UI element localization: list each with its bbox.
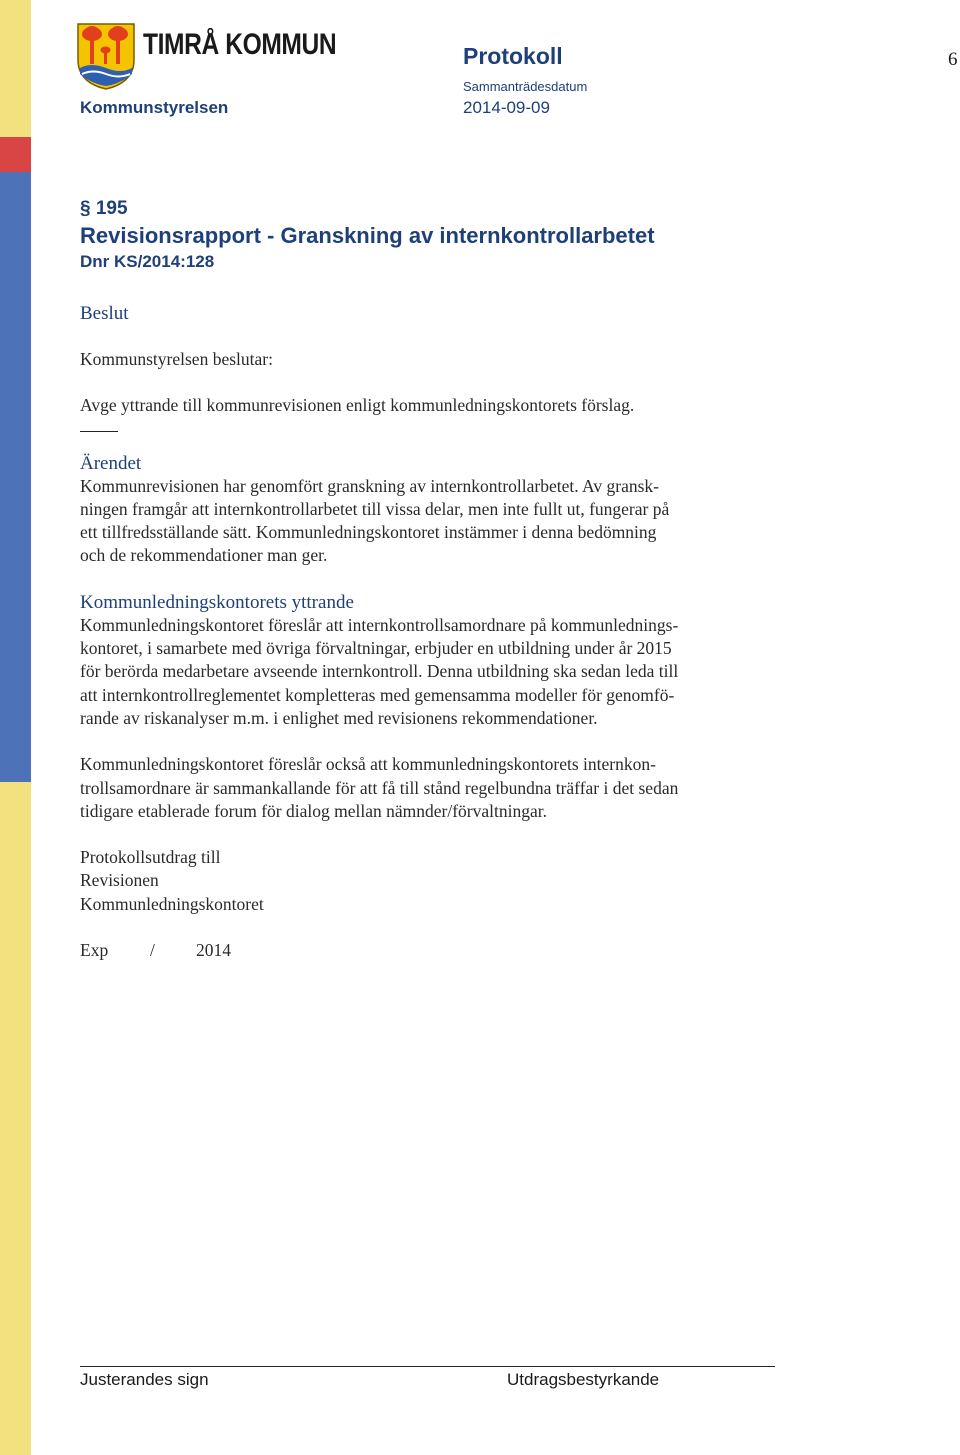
meeting-date: 2014-09-09 <box>463 98 550 117</box>
section-title-beslut: Beslut <box>80 303 129 324</box>
section-title-yttrande: Kommunledningskontorets yttrande <box>80 591 354 613</box>
exp-year: 2014 <box>196 940 231 961</box>
text-line: Kommunledningskontoret föreslår också att kommunledningskontorets internkon- <box>80 754 656 775</box>
text-line: kontoret, i samarbete med övriga förvaltningar, erbjuder en utbildning under år 2015 <box>80 638 672 659</box>
yttrande-paragraph-2 <box>80 753 780 823</box>
footer-utdragsbestyrkande: Utdragsbestyrkande <box>507 1370 660 1389</box>
decision-text: Avge yttrande till kommunrevisionen enligt kommunledningskontorets förslag. <box>80 395 635 416</box>
text-line: Kommunrevisionen har genomfört granskning av internkontrollarbetet. Av gransk- <box>80 475 659 496</box>
text-line: ningen framgår att internkontrollarbetet till vissa delar, men inte fullt ut, fungerar på <box>80 498 670 519</box>
text-line: ett tillfredsställande sätt. Kommunledningskontoret instämmer i denna bedömning <box>80 522 657 543</box>
text-line: och de rekommendationer man ger. <box>80 545 328 566</box>
distribution-list <box>80 846 780 916</box>
committee-name: Kommunstyrelsen <box>80 98 229 117</box>
document-type: Protokoll <box>463 43 563 69</box>
decision-intro: Kommunstyrelsen beslutar: <box>80 349 273 369</box>
text-line: tidigare etablerade forum för dialog mellan nämnder/förvaltningar. <box>80 800 547 821</box>
yttrande-paragraph-1 <box>80 614 780 730</box>
item-title: Revisionsrapport - Granskning av internkontrollarbetet <box>80 223 655 248</box>
municipality-coat-of-arms-icon <box>76 22 136 90</box>
arendet-paragraph <box>80 475 780 568</box>
side-stripe-blue <box>0 172 31 782</box>
side-stripe-yellow-bottom <box>0 782 31 1455</box>
text-line: för berörda medarbetare avseende internkontroll. Denna utbildning ska sedan leda till <box>80 661 679 682</box>
section-title-arendet: Ärendet <box>80 452 142 474</box>
distribution-title: Protokollsutdrag till <box>80 847 221 868</box>
exp-label: Exp <box>80 940 109 961</box>
exp-slash: / <box>150 940 155 961</box>
case-number: Dnr KS/2014:128 <box>80 252 215 271</box>
text-line: rande av riskanalyser m.m. i enlighet med revisionens rekommendationer. <box>80 707 598 728</box>
municipality-logo-text: TIMRÅ KOMMUN <box>143 28 337 61</box>
document-body <box>80 196 780 962</box>
text-line: trollsamordnare är sammankallande för att få till stånd regelbundna träffar i det sedan <box>80 777 679 798</box>
side-stripe-yellow-top <box>0 0 31 137</box>
distribution-recipient: Revisionen <box>80 870 159 891</box>
footer-justerandes-sign: Justerandes sign <box>80 1370 209 1389</box>
distribution-recipient: Kommunledningskontoret <box>80 893 264 914</box>
footer-signature-line <box>80 1366 775 1367</box>
side-stripe-red <box>0 137 31 172</box>
page-number: 6 <box>948 49 958 70</box>
text-line: Kommunledningskontoret föreslår att internkontrollsamordnare på kommunlednings- <box>80 614 679 635</box>
paragraph-number: § 195 <box>80 198 128 219</box>
expedition-line <box>80 939 780 962</box>
text-line: att internkontrollreglementet kompletteras med gemensamma modeller för genomfö- <box>80 684 675 705</box>
meeting-date-label: Sammanträdesdatum <box>463 79 588 94</box>
